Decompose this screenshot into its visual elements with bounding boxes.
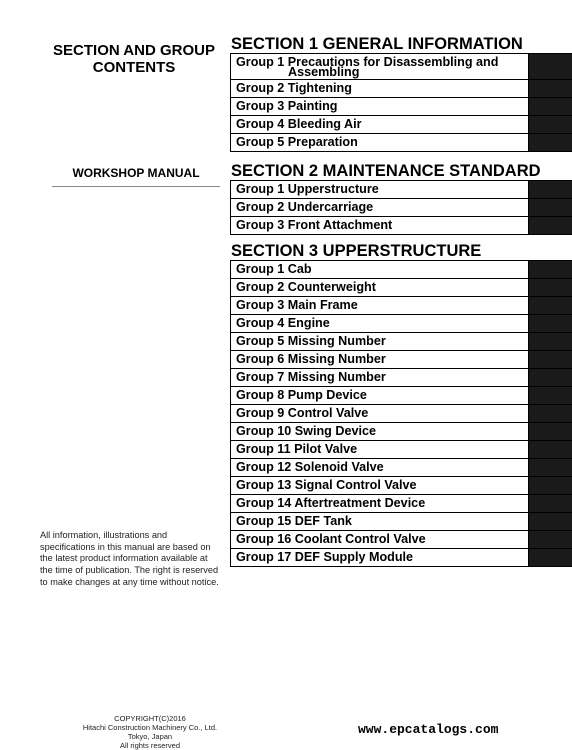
index-tab (529, 495, 572, 512)
index-tab (529, 531, 572, 548)
group-label-text: Group 5 Missing Number (236, 334, 386, 348)
group-label (236, 459, 524, 476)
disclaimer-text: All information, illustrations and specifications in this manual are based on the latest product information available at the time of publication. The right is reserved to make changes at any time without notice. (40, 530, 219, 587)
group-row[interactable] (230, 79, 572, 97)
group-row[interactable] (230, 53, 572, 79)
section-2 (230, 163, 572, 235)
group-row[interactable] (230, 133, 572, 151)
group-label-text: Group 11 Pilot Valve (236, 442, 358, 456)
group-label (236, 405, 524, 422)
group-label-text: Group 4 Bleeding Air (236, 117, 362, 131)
group-label (236, 80, 524, 97)
group-label-text: Group 10 Swing Device (236, 424, 376, 438)
watermark-link[interactable]: www.epcatalogs.com (358, 722, 499, 737)
group-label-text: Group 12 Solenoid Valve (236, 460, 384, 474)
group-label-text: Group 7 Missing Number (236, 370, 386, 384)
group-label (236, 181, 524, 198)
group-label-text: Group 2 Counterweight (236, 280, 376, 294)
index-tab (529, 351, 572, 368)
index-tab (529, 477, 572, 494)
group-row[interactable] (230, 422, 572, 440)
group-label (236, 495, 524, 512)
group-row[interactable] (230, 180, 572, 198)
group-row[interactable] (230, 368, 572, 386)
group-label-text: Group 3 Main Frame (236, 298, 358, 312)
copyright-location: Tokyo, Japan (127, 732, 173, 741)
group-row[interactable] (230, 404, 572, 422)
group-row[interactable] (230, 386, 572, 404)
group-label-text: Group 3 Painting (236, 99, 338, 113)
group-list (230, 260, 572, 567)
index-tab (529, 441, 572, 458)
group-row[interactable] (230, 494, 572, 512)
index-tab (529, 315, 572, 332)
group-row[interactable] (230, 458, 572, 476)
index-tab (529, 181, 572, 198)
group-row[interactable] (230, 260, 572, 278)
group-row[interactable] (230, 476, 572, 494)
copyright-line: COPYRIGHT(C)2016 (114, 714, 186, 723)
index-tab (529, 423, 572, 440)
group-label (236, 134, 524, 151)
index-tab (529, 387, 572, 404)
index-tab (529, 261, 572, 278)
copyright-block (60, 714, 240, 750)
group-label-text: Group 4 Engine (236, 316, 330, 330)
index-tab (529, 513, 572, 530)
index-tab (529, 217, 572, 234)
group-row[interactable] (230, 296, 572, 314)
index-tab (529, 54, 572, 79)
manual-type-label: WORKSHOP MANUAL (52, 165, 220, 187)
index-tab (529, 549, 572, 566)
group-label (236, 279, 524, 296)
group-label-text: Group 15 DEF Tank (236, 514, 352, 528)
index-tab (529, 116, 572, 133)
copyright-rights: All rights reserved (119, 741, 181, 750)
section-3 (230, 243, 572, 567)
group-label-text: Group 9 Control Valve (236, 406, 369, 420)
group-label (236, 116, 524, 133)
group-label (236, 549, 524, 566)
group-row[interactable] (230, 198, 572, 216)
group-label-text: Group 8 Pump Device (236, 388, 367, 402)
group-row[interactable] (230, 548, 572, 566)
index-tab (529, 199, 572, 216)
group-label-text: Group 1 Cab (236, 262, 312, 276)
group-label (236, 333, 524, 350)
group-row[interactable] (230, 512, 572, 530)
group-label (236, 98, 524, 115)
index-tab (529, 80, 572, 97)
group-label-text: Group 1 Upperstructure (236, 182, 379, 196)
index-tab (529, 279, 572, 296)
group-label (236, 351, 524, 368)
section-1 (230, 36, 572, 152)
index-tab (529, 98, 572, 115)
group-list (230, 180, 572, 235)
contents-heading-line2: CONTENTS (92, 59, 176, 76)
index-tab (529, 297, 572, 314)
group-label-text: Group 6 Missing Number (236, 352, 386, 366)
index-tab (529, 405, 572, 422)
group-list (230, 53, 572, 152)
group-label-text: Group 14 Aftertreatment Device (236, 496, 426, 510)
group-label (236, 217, 524, 234)
group-label-text: Group 1 Precautions for Disassembling and (236, 55, 499, 69)
contents-heading (44, 42, 224, 76)
group-label-text: Group 13 Signal Control Valve (236, 478, 417, 492)
group-label (236, 315, 524, 332)
group-label (236, 477, 524, 494)
index-tab (529, 134, 572, 151)
group-row[interactable] (230, 350, 572, 368)
group-label (236, 531, 524, 548)
group-label-text: Group 3 Front Attachment (236, 218, 393, 232)
group-row[interactable] (230, 530, 572, 548)
group-row[interactable] (230, 278, 572, 296)
group-label-text: Group 5 Preparation (236, 135, 358, 149)
group-label (236, 57, 524, 77)
group-label (236, 513, 524, 530)
group-row[interactable] (230, 332, 572, 350)
group-row[interactable] (230, 440, 572, 458)
group-label (236, 387, 524, 404)
group-label (236, 199, 524, 216)
group-label-text-continued: Assembling (288, 65, 360, 79)
group-label (236, 297, 524, 314)
copyright-company: Hitachi Construction Machinery Co., Ltd. (82, 723, 218, 732)
group-label-text: Group 17 DEF Supply Module (236, 550, 414, 564)
index-tab (529, 333, 572, 350)
group-label (236, 369, 524, 386)
group-label-text: Group 16 Coolant Control Valve (236, 532, 426, 546)
section-title: SECTION 2 MAINTENANCE STANDARD (231, 162, 541, 180)
group-label-text: Group 2 Tightening (236, 81, 352, 95)
group-row[interactable] (230, 115, 572, 133)
group-label (236, 423, 524, 440)
index-tab (529, 459, 572, 476)
section-title: SECTION 1 GENERAL INFORMATION (231, 35, 523, 53)
group-label (236, 261, 524, 278)
group-row[interactable] (230, 97, 572, 115)
contents-heading-line1: SECTION AND GROUP (53, 42, 215, 59)
group-label-text: Group 2 Undercarriage (236, 200, 374, 214)
group-row[interactable] (230, 216, 572, 234)
index-tab (529, 369, 572, 386)
group-row[interactable] (230, 314, 572, 332)
group-label (236, 441, 524, 458)
section-title: SECTION 3 UPPERSTRUCTURE (231, 242, 482, 260)
